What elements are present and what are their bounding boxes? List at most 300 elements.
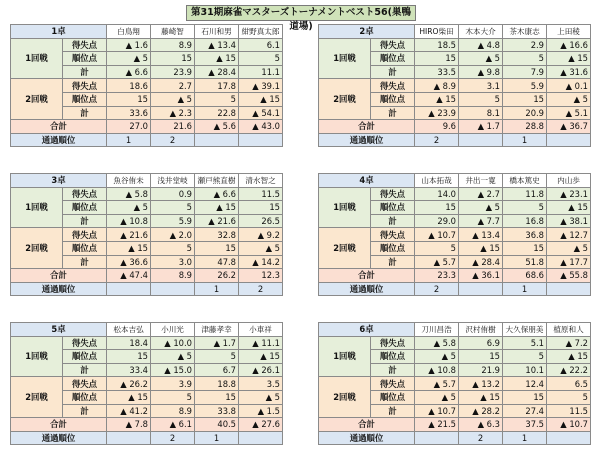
score-value: ▲ 5.8 <box>107 187 151 201</box>
score-value: ▲ 6.6 <box>195 187 239 201</box>
row-label-score: 得失点 <box>371 38 415 52</box>
score-value: 12.4 <box>503 377 547 391</box>
table-name: 2卓 <box>319 25 415 39</box>
score-value: ▲ 9.2 <box>239 228 283 242</box>
score-value: 11.8 <box>503 187 547 201</box>
total-label: 合計 <box>319 269 415 283</box>
subtotal-value: 26.5 <box>239 214 283 228</box>
row-label-score: 得失点 <box>63 336 107 350</box>
score-value: ▲ 23.1 <box>547 187 591 201</box>
rank-points-value: 5 <box>239 52 283 66</box>
advance-rank <box>239 431 283 445</box>
rank-points-value: 15 <box>107 350 151 364</box>
total-value: ▲ 55.8 <box>547 269 591 283</box>
subtotal-value: ▲ 7.7 <box>459 214 503 228</box>
subtotal-value: 11.5 <box>547 404 591 418</box>
subtotal-value: ▲ 2.3 <box>151 106 195 120</box>
player-name: 茶木康志 <box>503 25 547 39</box>
total-value: ▲ 1.7 <box>459 120 503 134</box>
rank-points-value: ▲ 15 <box>459 390 503 404</box>
total-row <box>11 269 283 283</box>
table-row <box>11 187 283 201</box>
subtotal-value: 21.9 <box>459 363 503 377</box>
total-label: 合計 <box>319 120 415 134</box>
table-name: 4卓 <box>319 174 415 188</box>
row-label-subtotal: 計 <box>63 65 107 79</box>
row-label-subtotal: 計 <box>63 255 107 269</box>
score-table-5 <box>10 322 283 445</box>
total-value: ▲ 36.1 <box>459 269 503 283</box>
rank-points-value: ▲ 5 <box>459 201 503 215</box>
advance-rank <box>547 133 591 147</box>
advance-rank: 2 <box>459 431 503 445</box>
rank-points-value: ▲ 15 <box>547 201 591 215</box>
total-value: 9.6 <box>415 120 459 134</box>
player-name: 大久保朋美 <box>503 323 547 337</box>
subtotal-value: 11.1 <box>239 65 283 79</box>
rank-points-value: ▲ 15 <box>195 201 239 215</box>
player-name: 藤崎智 <box>151 25 195 39</box>
advance-rank <box>151 282 195 296</box>
subtotal-value: ▲ 10.7 <box>415 404 459 418</box>
player-name: 内山歩 <box>547 174 591 188</box>
subtotal-value: 33.4 <box>107 363 151 377</box>
rank-points-value: 5 <box>503 350 547 364</box>
subtotal-value: 33.8 <box>195 404 239 418</box>
player-name: 清水智之 <box>239 174 283 188</box>
advance-rank: 2 <box>239 282 283 296</box>
advance-label: 通過順位 <box>11 431 107 445</box>
rank-points-value: 15 <box>459 350 503 364</box>
subtotal-value: ▲ 17.7 <box>547 255 591 269</box>
rank-points-value: ▲ 5 <box>547 92 591 106</box>
row-label-subtotal: 計 <box>371 65 415 79</box>
advance-rank <box>239 133 283 147</box>
player-name: 津藤孝幸 <box>195 323 239 337</box>
total-value: 21.6 <box>151 120 195 134</box>
subtotal-value: ▲ 5.7 <box>415 255 459 269</box>
total-value: 40.5 <box>195 418 239 432</box>
score-value: ▲ 5.7 <box>415 377 459 391</box>
total-row <box>319 269 591 283</box>
score-value: 0.9 <box>151 187 195 201</box>
advance-label: 通過順位 <box>319 133 415 147</box>
score-value: ▲ 5.8 <box>415 336 459 350</box>
subtotal-value: 6.7 <box>195 363 239 377</box>
rank-points-value: ▲ 5 <box>459 52 503 66</box>
advance-row <box>11 431 283 445</box>
rank-points-value: ▲ 5 <box>151 350 195 364</box>
subtotal-value: 5.9 <box>151 214 195 228</box>
round-label: 1回戦 <box>11 187 63 228</box>
rank-points-value: 15 <box>195 390 239 404</box>
score-table-1 <box>10 24 283 147</box>
table-row <box>319 336 591 350</box>
advance-rank: 1 <box>195 431 239 445</box>
advance-rank: 1 <box>503 431 547 445</box>
player-name: 白鳥翔 <box>107 25 151 39</box>
score-value: 3.1 <box>459 79 503 93</box>
total-value: ▲ 6.1 <box>151 418 195 432</box>
player-name: 沢村侑樹 <box>459 323 503 337</box>
subtotal-value: 47.8 <box>195 255 239 269</box>
subtotal-value: ▲ 5.1 <box>547 106 591 120</box>
score-value: 5.9 <box>503 79 547 93</box>
row-label-subtotal: 計 <box>371 255 415 269</box>
advance-rank: 2 <box>415 282 459 296</box>
rank-points-value: ▲ 15 <box>239 350 283 364</box>
score-value: ▲ 12.7 <box>547 228 591 242</box>
subtotal-value: ▲ 23.9 <box>415 106 459 120</box>
total-row <box>11 418 283 432</box>
advance-row <box>11 133 283 147</box>
row-label-score: 得失点 <box>371 187 415 201</box>
subtotal-value: 33.6 <box>107 106 151 120</box>
subtotal-value: ▲ 15.0 <box>151 363 195 377</box>
row-label-rank-points: 順位点 <box>63 92 107 106</box>
row-label-score: 得失点 <box>63 38 107 52</box>
total-value: 26.2 <box>195 269 239 283</box>
score-value: ▲ 1.7 <box>195 336 239 350</box>
total-value: ▲ 21.5 <box>415 418 459 432</box>
subtotal-value: ▲ 6.6 <box>107 65 151 79</box>
score-value: ▲ 13.2 <box>459 377 503 391</box>
round-label: 2回戦 <box>11 377 63 418</box>
round-label: 2回戦 <box>11 79 63 120</box>
score-value: ▲ 13.4 <box>459 228 503 242</box>
score-value: 6.9 <box>459 336 503 350</box>
rank-points-value: ▲ 5 <box>239 390 283 404</box>
table-row <box>319 187 591 201</box>
row-label-rank-points: 順位点 <box>63 390 107 404</box>
rank-points-value: ▲ 15 <box>547 350 591 364</box>
page-title: 第31期麻雀マスターズトーナメントベスト56(巣鴨道場) <box>186 5 416 21</box>
rank-points-value: 5 <box>415 241 459 255</box>
player-name: 木本大介 <box>459 25 503 39</box>
score-value: ▲ 1.6 <box>107 38 151 52</box>
advance-rank: 1 <box>503 133 547 147</box>
advance-label: 通過順位 <box>319 282 415 296</box>
row-label-subtotal: 計 <box>63 404 107 418</box>
advance-rank <box>107 282 151 296</box>
score-value: 3.9 <box>151 377 195 391</box>
score-value: 6.1 <box>239 38 283 52</box>
score-value: ▲ 11.1 <box>239 336 283 350</box>
row-label-subtotal: 計 <box>63 106 107 120</box>
subtotal-value: ▲ 9.8 <box>459 65 503 79</box>
score-table-6 <box>318 322 591 445</box>
total-row <box>319 418 591 432</box>
row-label-score: 得失点 <box>371 336 415 350</box>
rank-points-value: 15 <box>415 201 459 215</box>
rank-points-value: 5 <box>151 390 195 404</box>
score-value: 2.9 <box>503 38 547 52</box>
player-name: 植原和人 <box>547 323 591 337</box>
subtotal-value: 22.8 <box>195 106 239 120</box>
subtotal-value: ▲ 14.2 <box>239 255 283 269</box>
row-label-rank-points: 順位点 <box>63 350 107 364</box>
rank-points-value: 5 <box>459 92 503 106</box>
table-name: 3卓 <box>11 174 107 188</box>
table-header-row <box>11 174 283 188</box>
score-value: 32.8 <box>195 228 239 242</box>
row-label-subtotal: 計 <box>371 404 415 418</box>
total-value: ▲ 6.3 <box>459 418 503 432</box>
total-value: ▲ 5.6 <box>195 120 239 134</box>
round-label: 1回戦 <box>319 38 371 79</box>
score-value: ▲ 8.9 <box>415 79 459 93</box>
advance-rank: 2 <box>415 133 459 147</box>
table-header-row <box>11 323 283 337</box>
advance-rank <box>459 282 503 296</box>
score-table-2 <box>318 24 591 147</box>
subtotal-value: ▲ 10.8 <box>107 214 151 228</box>
round-label: 1回戦 <box>11 336 63 377</box>
rank-points-value: 15 <box>107 92 151 106</box>
player-name: 石川和男 <box>195 25 239 39</box>
total-value: ▲ 43.0 <box>239 120 283 134</box>
score-value: 11.5 <box>239 187 283 201</box>
score-value: 14.0 <box>415 187 459 201</box>
table-name: 6卓 <box>319 323 415 337</box>
rank-points-value: 15 <box>415 52 459 66</box>
advance-row <box>319 133 591 147</box>
score-table-4 <box>318 173 591 296</box>
total-label: 合計 <box>319 418 415 432</box>
player-name: 小川光 <box>151 323 195 337</box>
subtotal-value: ▲ 22.2 <box>547 363 591 377</box>
rank-points-value: 15 <box>195 241 239 255</box>
rank-points-value: ▲ 5 <box>415 350 459 364</box>
subtotal-value: 20.9 <box>503 106 547 120</box>
score-value: 18.6 <box>107 79 151 93</box>
player-name: 刀川昌浩 <box>415 323 459 337</box>
score-value: ▲ 10.7 <box>415 228 459 242</box>
advance-label: 通過順位 <box>11 133 107 147</box>
table-row <box>319 79 591 93</box>
score-value: 5.1 <box>503 336 547 350</box>
row-label-score: 得失点 <box>371 377 415 391</box>
subtotal-value: 23.9 <box>151 65 195 79</box>
total-value: 37.5 <box>503 418 547 432</box>
advance-rank: 1 <box>195 282 239 296</box>
table-header-row <box>11 25 283 39</box>
row-label-rank-points: 順位点 <box>63 201 107 215</box>
total-value: 28.8 <box>503 120 547 134</box>
table-row <box>319 377 591 391</box>
player-name: 松本吉弘 <box>107 323 151 337</box>
subtotal-value: ▲ 41.2 <box>107 404 151 418</box>
score-value: ▲ 16.6 <box>547 38 591 52</box>
table-row <box>11 228 283 242</box>
player-name: HIRO柴田 <box>415 25 459 39</box>
advance-rank <box>547 282 591 296</box>
row-label-score: 得失点 <box>63 377 107 391</box>
row-label-score: 得失点 <box>371 228 415 242</box>
rank-points-value: 5 <box>195 92 239 106</box>
round-label: 2回戦 <box>11 228 63 269</box>
table-header-row <box>319 25 591 39</box>
rank-points-value: ▲ 15 <box>239 92 283 106</box>
round-label: 1回戦 <box>319 336 371 377</box>
advance-rank: 1 <box>107 133 151 147</box>
subtotal-value: 8.1 <box>459 106 503 120</box>
rank-points-value: 15 <box>151 52 195 66</box>
rank-points-value: 5 <box>195 350 239 364</box>
row-label-rank-points: 順位点 <box>371 92 415 106</box>
table-row <box>319 228 591 242</box>
score-value: 8.9 <box>151 38 195 52</box>
advance-row <box>11 282 283 296</box>
subtotal-value: ▲ 21.6 <box>195 214 239 228</box>
total-value: ▲ 36.7 <box>547 120 591 134</box>
row-label-rank-points: 順位点 <box>371 390 415 404</box>
advance-label: 通過順位 <box>11 282 107 296</box>
row-label-score: 得失点 <box>63 187 107 201</box>
rank-points-value: 15 <box>239 201 283 215</box>
advance-rank: 2 <box>151 133 195 147</box>
player-name: 小車祥 <box>239 323 283 337</box>
row-label-score: 得失点 <box>63 79 107 93</box>
advance-label: 通過順位 <box>319 431 415 445</box>
subtotal-value: ▲ 31.6 <box>547 65 591 79</box>
rank-points-value: ▲ 15 <box>195 52 239 66</box>
score-value: 6.5 <box>547 377 591 391</box>
score-value: ▲ 0.1 <box>547 79 591 93</box>
total-value: ▲ 7.8 <box>107 418 151 432</box>
row-label-subtotal: 計 <box>63 363 107 377</box>
rank-points-value: ▲ 15 <box>107 241 151 255</box>
row-label-rank-points: 順位点 <box>371 201 415 215</box>
advance-rank: 1 <box>503 282 547 296</box>
rank-points-value: 5 <box>503 52 547 66</box>
advance-rank <box>415 431 459 445</box>
total-value: 8.9 <box>151 269 195 283</box>
total-row <box>11 120 283 134</box>
subtotal-value: ▲ 1.5 <box>239 404 283 418</box>
rank-points-value: ▲ 5 <box>547 241 591 255</box>
score-table-3 <box>10 173 283 296</box>
round-label: 2回戦 <box>319 79 371 120</box>
row-label-subtotal: 計 <box>371 106 415 120</box>
round-label: 2回戦 <box>319 228 371 269</box>
row-label-subtotal: 計 <box>371 363 415 377</box>
score-value: 2.7 <box>151 79 195 93</box>
table-name: 5卓 <box>11 323 107 337</box>
total-value: 68.6 <box>503 269 547 283</box>
player-name: 橋本篤史 <box>503 174 547 188</box>
table-name: 1卓 <box>11 25 107 39</box>
rank-points-value: 15 <box>503 390 547 404</box>
round-label: 1回戦 <box>11 38 63 79</box>
rank-points-value: 5 <box>503 201 547 215</box>
rank-points-value: ▲ 5 <box>107 52 151 66</box>
rank-points-value: 15 <box>503 92 547 106</box>
score-value: ▲ 2.7 <box>459 187 503 201</box>
total-label: 合計 <box>11 418 107 432</box>
row-label-score: 得失点 <box>371 79 415 93</box>
total-value: ▲ 27.6 <box>239 418 283 432</box>
row-label-rank-points: 順位点 <box>63 241 107 255</box>
score-value: ▲ 39.1 <box>239 79 283 93</box>
subtotal-value: 51.8 <box>503 255 547 269</box>
total-label: 合計 <box>11 120 107 134</box>
subtotal-value: ▲ 28.2 <box>459 404 503 418</box>
subtotal-value: 8.9 <box>151 404 195 418</box>
table-row <box>11 336 283 350</box>
table-row <box>319 38 591 52</box>
subtotal-value: 10.1 <box>503 363 547 377</box>
score-value: ▲ 21.6 <box>107 228 151 242</box>
rank-points-value: ▲ 5 <box>151 92 195 106</box>
row-label-rank-points: 順位点 <box>371 241 415 255</box>
advance-rank <box>459 133 503 147</box>
score-value: ▲ 7.2 <box>547 336 591 350</box>
score-value: 18.8 <box>195 377 239 391</box>
player-name: 井出一寛 <box>459 174 503 188</box>
subtotal-value: ▲ 28.4 <box>195 65 239 79</box>
advance-rank <box>195 133 239 147</box>
table-row <box>11 79 283 93</box>
round-label: 2回戦 <box>319 377 371 418</box>
total-value: 12.3 <box>239 269 283 283</box>
score-value: ▲ 4.8 <box>459 38 503 52</box>
rank-points-value: ▲ 5 <box>107 201 151 215</box>
table-header-row <box>319 323 591 337</box>
rank-points-value: 5 <box>151 201 195 215</box>
subtotal-value: ▲ 26.1 <box>239 363 283 377</box>
advance-rank <box>107 431 151 445</box>
rank-points-value: ▲ 5 <box>239 241 283 255</box>
subtotal-value: ▲ 38.1 <box>547 214 591 228</box>
subtotal-value: ▲ 36.6 <box>107 255 151 269</box>
player-name: 上田稜 <box>547 25 591 39</box>
total-value: 27.0 <box>107 120 151 134</box>
round-label: 1回戦 <box>319 187 371 228</box>
player-name: 山本拓哉 <box>415 174 459 188</box>
score-value: ▲ 26.2 <box>107 377 151 391</box>
subtotal-value: ▲ 54.1 <box>239 106 283 120</box>
total-value: ▲ 47.4 <box>107 269 151 283</box>
subtotal-value: 29.0 <box>415 214 459 228</box>
total-label: 合計 <box>11 269 107 283</box>
advance-row <box>319 431 591 445</box>
row-label-rank-points: 順位点 <box>371 52 415 66</box>
rank-points-value: 15 <box>503 241 547 255</box>
total-value: 23.3 <box>415 269 459 283</box>
row-label-score: 得失点 <box>63 228 107 242</box>
score-value: 17.8 <box>195 79 239 93</box>
score-value: 3.5 <box>239 377 283 391</box>
subtotal-value: 3.0 <box>151 255 195 269</box>
advance-rank <box>547 431 591 445</box>
player-name: 魚谷侑未 <box>107 174 151 188</box>
rank-points-value: ▲ 15 <box>415 92 459 106</box>
subtotal-value: ▲ 10.8 <box>415 363 459 377</box>
subtotal-value: 33.5 <box>415 65 459 79</box>
row-label-subtotal: 計 <box>371 214 415 228</box>
score-value: 18.4 <box>107 336 151 350</box>
total-value: ▲ 10.7 <box>547 418 591 432</box>
table-row <box>11 38 283 52</box>
table-row <box>11 377 283 391</box>
rank-points-value: 5 <box>547 390 591 404</box>
table-header-row <box>319 174 591 188</box>
score-value: ▲ 10.0 <box>151 336 195 350</box>
subtotal-value: 27.4 <box>503 404 547 418</box>
rank-points-value: ▲ 15 <box>459 241 503 255</box>
rank-points-value: 5 <box>151 241 195 255</box>
